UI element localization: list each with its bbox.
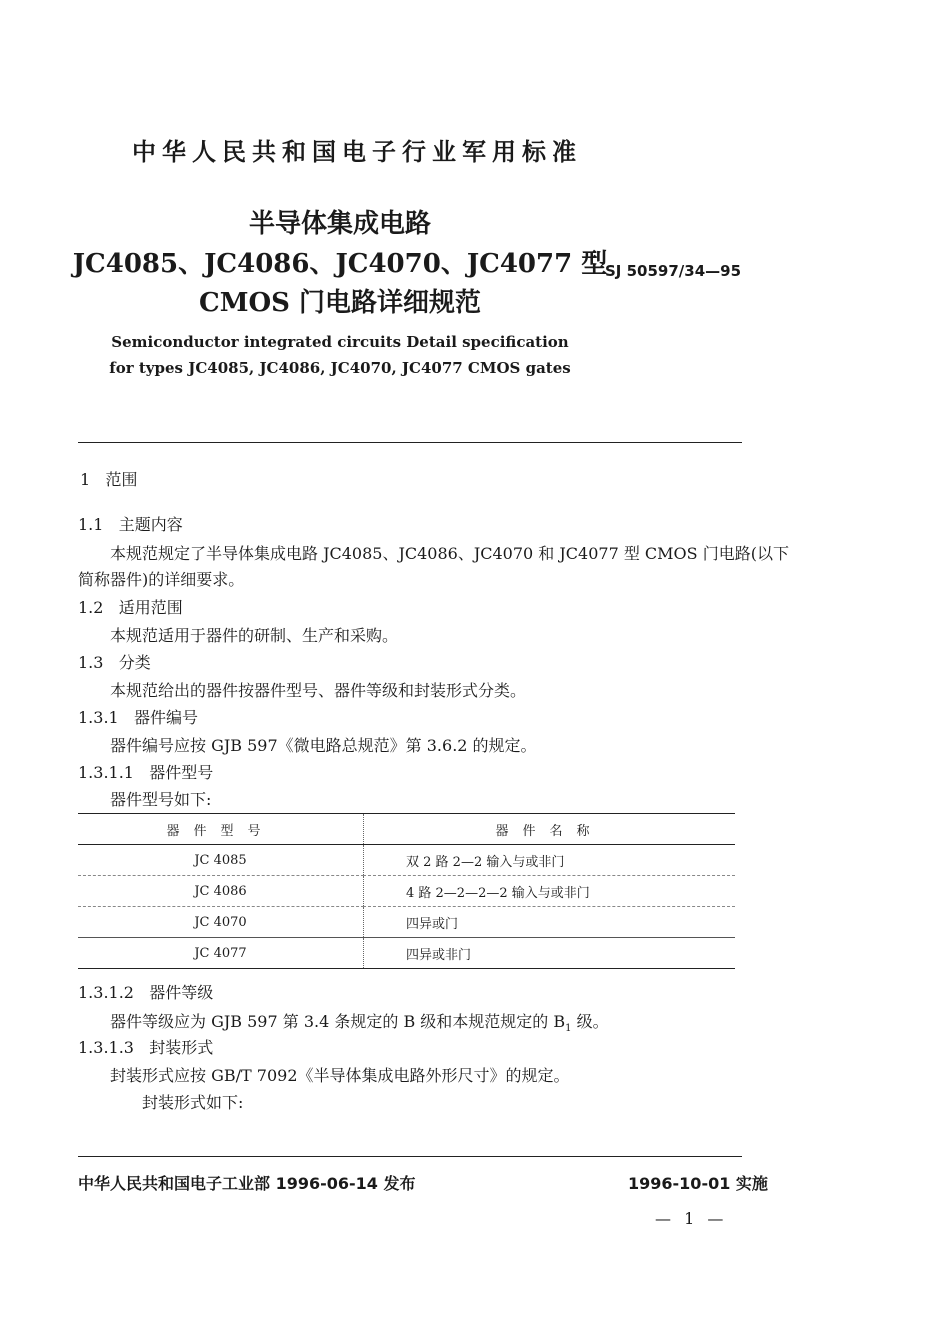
section-number: 1 — [80, 470, 91, 489]
section-number: 1.3.1.2 — [78, 983, 134, 1002]
device-grade-tail: 级。 — [571, 1012, 609, 1031]
header-divider — [78, 442, 742, 443]
table-header-type: 器件型号 — [166, 823, 275, 839]
section-1-1-heading — [78, 512, 183, 535]
section-1-2-text: 本规范适用于器件的研制、生产和采购。 — [110, 626, 399, 645]
section-title: 主题内容 — [118, 515, 183, 534]
doc-title-line-2: JC4085、JC4086、JC4070、JC4077 型 — [72, 249, 608, 279]
section-1-3-1-3-text: 封装形式应按 GB/T 7092《半导体集成电路外形尺寸》的规定。 — [110, 1066, 570, 1085]
section-title: 分类 — [118, 653, 151, 672]
section-1-3-1-2-heading — [78, 980, 213, 1003]
doc-title-line-1: 半导体集成电路 — [248, 209, 431, 239]
table-header-name: 器件名称 — [364, 814, 736, 845]
section-1-3-1-1-heading — [78, 760, 213, 783]
footer-divider — [78, 1156, 742, 1157]
section-title: 器件型号 — [149, 763, 214, 782]
table-header-row — [78, 814, 735, 845]
section-number: 1.1 — [78, 515, 104, 534]
table-cell-name: 双 2 路 2—2 输入与或非门 — [364, 845, 736, 876]
section-1-3-1-text: 器件编号应按 GJB 597《微电路总规范》第 3.6.2 的规定。 — [110, 736, 537, 755]
section-number: 1.3.1 — [78, 708, 119, 727]
section-1-3-1-1-text: 器件型号如下: — [110, 790, 212, 809]
section-1-1-text-2: 简称器件)的详细要求。 — [78, 570, 245, 589]
section-1-3-1-3-heading — [78, 1035, 213, 1058]
table-row — [78, 876, 735, 907]
section-1-1-text-1: 本规范规定了半导体集成电路 JC4085、JC4086、JC4070 和 JC4077 型 CMOS 门电路(以下 — [110, 544, 789, 563]
grade-subscript: 1 — [565, 1023, 572, 1035]
table-cell-name: 四异或门 — [364, 907, 736, 938]
section-title: 器件编号 — [133, 708, 198, 727]
section-title: 封装形式 — [149, 1038, 214, 1057]
table-cell-name: 四异或非门 — [364, 938, 736, 969]
section-number: 1.3 — [78, 653, 104, 672]
table-cell-type: JC 4070 — [194, 914, 247, 930]
standard-code: SJ 50597/34—95 — [605, 262, 742, 280]
table-row — [78, 845, 735, 876]
section-1-2-heading — [78, 595, 183, 618]
page-number: — 1 — — [655, 1209, 728, 1228]
standard-org-header: 中华人民共和国电子行业军用标准 — [132, 137, 582, 166]
section-1-3-heading — [78, 650, 151, 673]
section-title: 适用范围 — [118, 598, 183, 617]
device-grade-text: 器件等级应为 GJB 597 第 3.4 条规定的 B 级和本规范规定的 B — [110, 1012, 566, 1031]
doc-title-line-3: CMOS 门电路详细规范 — [199, 288, 481, 318]
section-1-3-text: 本规范给出的器件按器件型号、器件等级和封装形式分类。 — [110, 681, 527, 700]
table-cell-type: JC 4077 — [194, 945, 247, 961]
english-title-line-2: for types JC4085, JC4086, JC4070, JC4077 CMOS gates — [109, 359, 571, 377]
section-1-3-1-heading — [78, 705, 198, 728]
table-cell-type: JC 4085 — [194, 852, 247, 868]
section-number: 1.3.1.3 — [78, 1038, 134, 1057]
table-cell-type: JC 4086 — [194, 883, 247, 899]
section-1-heading — [80, 467, 137, 490]
table-row — [78, 907, 735, 938]
section-1-3-1-2-text — [110, 1009, 609, 1034]
section-title: 范围 — [105, 470, 138, 489]
table-row — [78, 938, 735, 969]
english-title-line-1: Semiconductor integrated circuits Detail specification — [111, 333, 569, 351]
issuer-note: 中华人民共和国电子工业部 1996-06-14 发布 — [78, 1174, 416, 1193]
section-number: 1.2 — [78, 598, 104, 617]
effective-date: 1996-10-01 实施 — [628, 1174, 768, 1193]
section-number: 1.3.1.1 — [78, 763, 134, 782]
table-cell-name: 4 路 2—2—2—2 输入与或非门 — [364, 876, 736, 907]
device-type-table — [78, 813, 735, 969]
section-title: 器件等级 — [149, 983, 214, 1002]
section-1-3-1-3-text-2: 封装形式如下: — [142, 1093, 244, 1112]
